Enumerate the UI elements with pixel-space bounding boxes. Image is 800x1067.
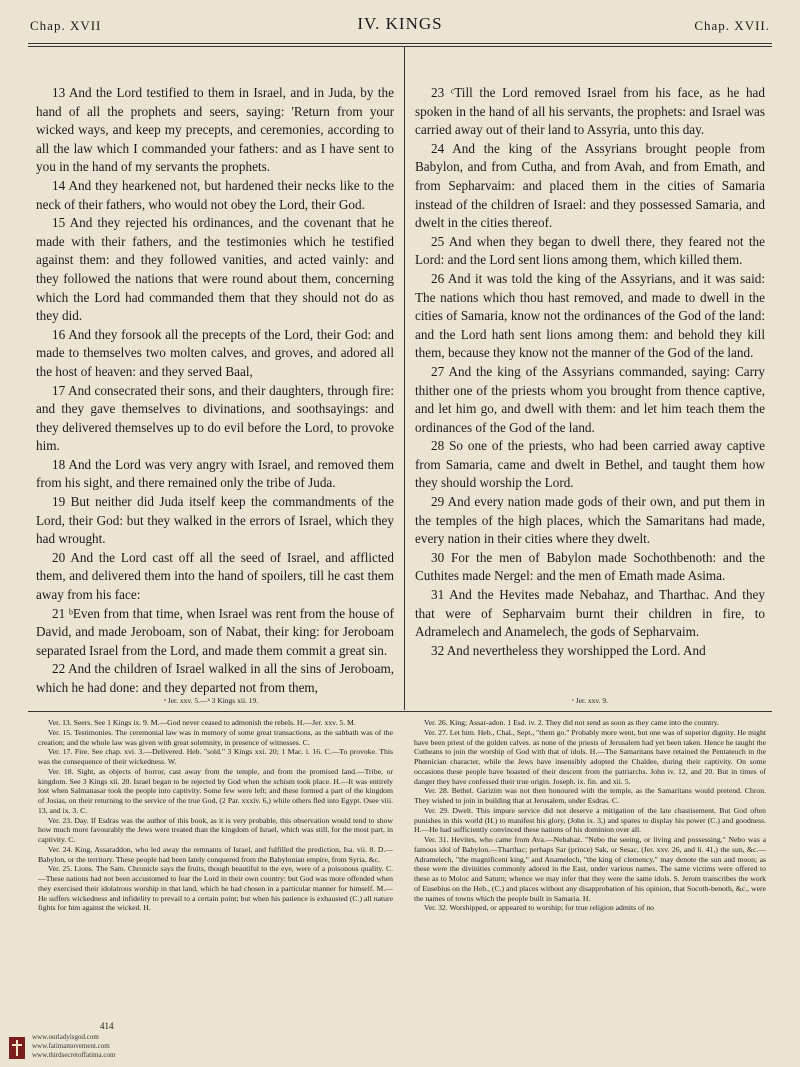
verse: 19 But neither did Juda itself keep the commandments of the Lord, their God: but they walked in the errors of Israel, which they had wrought. [36,494,394,547]
cross-logo-icon [8,1036,26,1060]
commentary-note: Ver. 28. Bethel. Garizim was not then honoured with the temple, as the Samaritans would pretend. Chron. They wished to join in building that at Jerusalem, under Esdras. C. [414,786,766,805]
verse: 25 And when they began to dwell there, they feared not the Lord: and the Lord sent lions among them, which killed them. [415,233,765,268]
commentary-note: Ver. 15. Testimonies. The ceremonial law was in memory of some great transactions, as the sabbath was of the creation; and the whole law was given with great solemnity, in presence of witnesses. C. [38,727,393,747]
page-number: 414 [100,1021,114,1031]
website-links [32,1033,115,1060]
verse: 18 And the Lord was very angry with Israel, and removed them from his sight, and there remained only the tribe of Juda. [36,456,394,491]
verse: 27 And the king of the Assyrians commanded, saying: Carry thither one of the priests whom you brought from thence captive, and let him go, and dwell with them: and let him teach them the ordinances of the God of the land. [415,363,765,435]
commentary-note: Ver. 32. Worshipped, or appeared to worship; for true religion admits of no [424,903,655,913]
link-ourladyisgod[interactable]: www.ourladyisgod.com [32,1033,99,1041]
link-fatimamovement[interactable]: www.fatimamovement.com [32,1042,110,1050]
verse: 22 And the children of Israel walked in all the sins of Jeroboam, which he had done: and they departed not from them, [36,661,394,695]
commentary-note: Ver. 25. Lions. The Sam. Chronicle says the fruits, though beautiful to the eye, were of a poisonous quality. C.—These nations had not been accustomed to fear the Lord in their own country: but God was more offended when they exercised their idolatrous worship in that land, which he had chosen in a particular manner for himself. M.—He suffers wickedness and infidelity to prevail to a certain point; but when his patience is exhausted (C.) all nature fights for him against the wicked. H. [38,864,393,913]
verse: 30 For the men of Babylon made Sochothbenoth: and the Cuthites made Nergel: and the men of Emath made Asima. [415,549,765,584]
verse: 31 And the Hevites made Nebahaz, and Tharthac. And they that were of Sepharvaim burnt their children in fire, to Adramelech and Anamelech, the gods of Sepharvaim. [415,587,765,640]
verse: 24 And the king of the Assyrians brought people from Babylon, and from Cutha, and from Avah, and from Emath, and from Sepharvaim: and placed them in the cities of Samaria instead of the children of Israel: and they possessed Samaria, and dwelt in the cities thereof. [415,140,765,231]
header-rule-second [28,46,772,47]
commentary-note: Ver. 23. Day. If Esdras was the author of this book, as it is very probable, this observation would tend to show how much more favourably the Jews were treated than the kingdom of Israel, which was still, for the most part, in captivity. C. [38,815,393,844]
left-text-column [36,84,394,698]
verse: 17 And consecrated their sons, and their daughters, through fire: and they gave themselves to divinations, and soothsayings: and they delivered themselves up to do evil before the Lord, to provoke him. [36,382,394,454]
commentary-note: Ver. 26. King; Assar-adon. 1 Esd. iv. 2. They did not send as soon as they came into the country. [424,718,720,727]
right-text-column [415,84,765,660]
verse: 26 And it was told the king of the Assyrians, and it was said: The nations which thou hast removed, and made to dwell in the cities of Samaria, know not the ordinances of the God of the land: and the Lord hath sent lions among them: and behold they kill them, because they know not the manner of the God of the land. [415,270,765,361]
commentary-right [414,718,766,913]
verse: 13 And the Lord testified to them in Israel, and in Juda, by the hand of all the prophets and seers, saying: 'Return from your wicked ways, and keep my precepts, and ceremonies, according to all the law which I commanded your fathers: and as I have sent to you in the hand of my servants the prophets. [36,85,394,175]
commentary-note: Ver. 13. Seers. See 1 Kings ix. 9. M.—God never ceased to admonish the rebels. H.—Jer. xxv. 5. M. [48,718,356,727]
header-book-title: IV. KINGS [357,14,443,33]
verse: 28 So one of the priests, who had been carried away captive from Samaria, came and dwelt in Bethel, and taught them how they should worship the Lord. [415,438,765,491]
running-header [28,8,772,42]
header-chapter-left: Chap. XVII [30,18,102,33]
column-separator [404,46,405,710]
verse: 29 And every nation made gods of their own, and put them in the temples of the high places, which the Samaritans had made, every nation in their cities where they dwelt. [415,494,765,547]
footnote-left: ᵃ Jer. xxv. 5.—ᵇ 3 Kings xii. 19. [163,696,259,705]
header-rule [28,43,772,44]
link-thirdsecretoffatima[interactable]: www.thirdsecretoffatima.com [32,1051,116,1059]
footnote-right: ᶜ Jer. xxv. 9. [571,696,608,705]
verse: 21 ᵇEven from that time, when Israel was rent from the house of David, and made Jeroboam, son of Nabat, their king: for Jeroboam separated Israel from the Lord, and made them commit a great sin. [36,605,394,658]
verse: 14 And they hearkened not, but hardened their necks like to the neck of their fathers, who would not obey the Lord, their God. [36,177,394,212]
verse: 32 And nevertheless they worshipped the Lord. And [431,642,706,658]
verse: 16 And they forsook all the precepts of the Lord, their God: and made to themselves two molten calves, and groves, and adored all the host of heaven: and they served Baal, [36,326,394,379]
commentary-note: Ver. 27. Let him. Heb., Chal., Sept., "them go." Probably more went, but one was of superior dignity. He might have been priest of the golden calves. as none of the priests of Jerusalem had yet been taken. Hence he taught the Cutheans to join the worship of God with that of idols. H.—The Samaritans have retained the Pentateuch in the Phœnician character, while the Jews have insensibly adopted the Chaldee, during their captivity. On some occasions these people have boasted of their descent from the patriarchs. John iv. 12, and 20. But in times of danger they have confessed their true origin. Joseph. ix. fin. and xii. 5. [414,727,766,786]
commentary-note: Ver. 24. King, Assaraddon, who led away the remnants of Israel, and fulfilled the prediction, Isa. vii. 8. D.—Babylon, or the territory. These people had been lately conquered from the Babylonian empire, from Syria, &c. [38,844,393,864]
commentary-left [38,718,393,913]
header-chapter-right: Chap. XVII. [694,18,770,33]
verse: 20 And the Lord cast off all the seed of Israel, and afflicted them, and delivered them into the hand of spoilers, till he cast them away from his face: [36,549,394,603]
commentary-note: Ver. 18. Sight, as objects of horror, cast away from the temple, and from the promised land.—Tribe, or kingdom. See 3 Kings xii. 20. Israel began to be rejected by God when the schism took place. H.—It was entirely lost when Salmanasar took the people into captivity. Some few were left; and these formed a part of the kingdom of Josias, on their returning to the service of the true God, (2 Par. xxxiv. 6,) while others fled into Egypt. Osee viii. 13, and ix. 3. C. [38,766,393,815]
notes-rule [28,711,772,712]
commentary-note: Ver. 29. Dwelt. This impure service did not deserve a mitigation of the late chastisement. But God often punishes in this world (H.) to manifest his glory, (John ix. 3,) and spares to display his power (C.) and goodness. H.—He had sufficiently convinced these nations of his dominion over all. [414,805,766,835]
verse: 15 And they rejected his ordinances, and the covenant that he made with their fathers, and the testimonies which he testified against them: and they followed vanities, and acted vainly: and they followed the nations that were round about them, concerning which the Lord had commanded them that they should not do as they did. [36,215,394,324]
verse: 23 ᶜTill the Lord removed Israel from his face, as he had spoken in the hand of all his servants, the prophets: and Israel was carried away out of their land to Assyria, unto this day. [415,85,765,138]
commentary-note: Ver. 31. Hevites, who came from Ava.—Nebahaz. "Nebo the seeing, or living and possessing." Nebo was a famous idol of Babylon.—Tharthac; perhaps Sar (prince) Sak, or Sesac, (Jer. xxv. 26, and li. 41,) the sun, &c.—Adramelech, "the magnificent king," and Anamelech, "the king of clemency," may denote the sun and moon; as these were the divinities commonly adored in the East, under various names. The same victims were offered to these as to Moloc and Saturn; whence we may infer that they were the same idols. S. Jerom transcribes the work of Eusebius on the Heb., (C.) and places without any disapprobation of his opinion, that Socoth-benoth, &c., were the names of towns which the people built in Samaria. H. [414,835,766,903]
commentary-note: Ver. 17. Fire. See chap. xvi. 3.—Delivered. Heb. "sold." 3 Kings xxi. 20; 1 Mac. i. 16. C.—To provoke. This was the consequence of their wickedness. W. [38,747,393,766]
